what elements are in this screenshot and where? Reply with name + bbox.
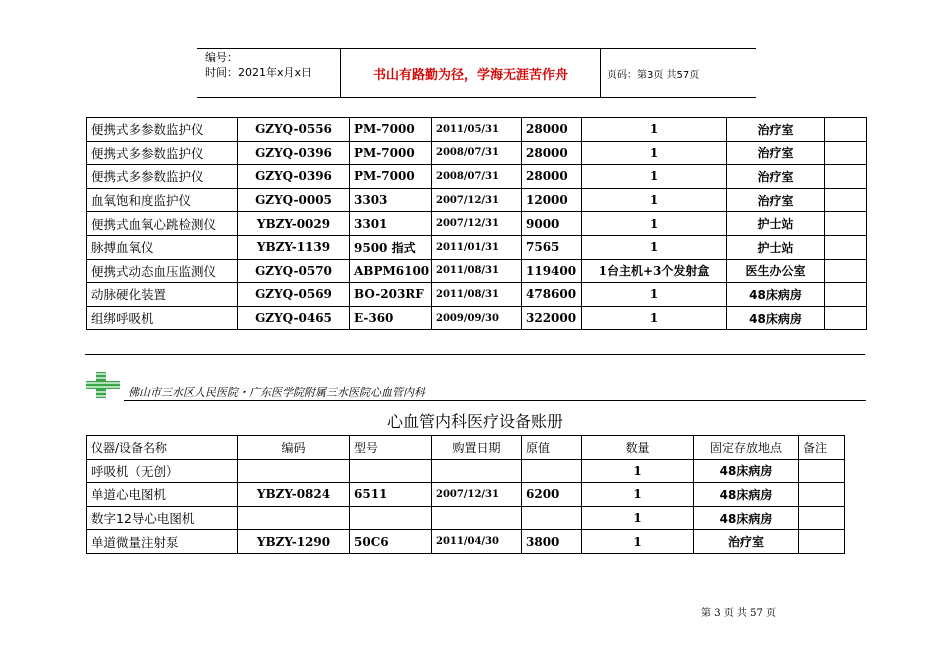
table-cell: 48床病房	[694, 483, 799, 507]
table-cell: 1	[582, 306, 727, 330]
table-cell	[350, 459, 432, 483]
table-header-row	[87, 436, 845, 460]
table-cell	[522, 506, 582, 530]
table-cell: 1	[582, 283, 727, 307]
table-cell: ABPM6100	[350, 259, 432, 283]
table-cell: 50C6	[350, 530, 432, 554]
table-cell	[799, 530, 845, 554]
table-cell	[799, 459, 845, 483]
table-cell: PM-7000	[350, 141, 432, 165]
table-row	[87, 506, 845, 530]
table-cell: 1	[582, 188, 727, 212]
table-cell: 护士站	[727, 235, 825, 259]
table-cell: PM-7000	[350, 118, 432, 142]
table-cell: GZYQ-0005	[238, 188, 350, 212]
table-cell: 1	[582, 141, 727, 165]
table-cell: GZYQ-0396	[238, 165, 350, 189]
table-cell: 1	[582, 506, 694, 530]
table-cell	[825, 141, 867, 165]
table-cell: 48床病房	[694, 459, 799, 483]
table-cell: 呼吸机（无创）	[87, 459, 238, 483]
table-cell: YBZY-1139	[238, 235, 350, 259]
table-cell	[350, 506, 432, 530]
table-header-cell: 编码	[238, 436, 350, 460]
table-cell: PM-7000	[350, 165, 432, 189]
table-cell: 1	[582, 459, 694, 483]
table-cell: 28000	[522, 118, 582, 142]
section-divider	[85, 354, 865, 355]
table-row	[87, 235, 867, 259]
table-cell: 2007/12/31	[432, 483, 522, 507]
table-cell: 1	[582, 212, 727, 236]
table-cell: 2011/04/30	[432, 530, 522, 554]
table-cell: 28000	[522, 165, 582, 189]
table-cell	[825, 235, 867, 259]
table-header-cell: 仪器/设备名称	[87, 436, 238, 460]
hospital-logo-icon	[84, 370, 124, 400]
table-cell: 2008/07/31	[432, 141, 522, 165]
table-header-cell: 型号	[350, 436, 432, 460]
table-cell: GZYQ-0465	[238, 306, 350, 330]
table-row	[87, 530, 845, 554]
table-cell: 322000	[522, 306, 582, 330]
table-header-cell: 购置日期	[432, 436, 522, 460]
table-cell: GZYQ-0396	[238, 141, 350, 165]
page-footer: 第 3 页 共 57 页	[701, 608, 776, 619]
table-cell: BO-203RF	[350, 283, 432, 307]
table-cell: 48床病房	[727, 283, 825, 307]
equipment-table-continued	[86, 117, 867, 330]
table-cell: 治疗室	[694, 530, 799, 554]
table-header-cell: 数量	[582, 436, 694, 460]
table-cell: 6511	[350, 483, 432, 507]
table-cell: 便携式动态血压监测仪	[87, 259, 238, 283]
table-cell: 治疗室	[727, 118, 825, 142]
table-cell	[522, 459, 582, 483]
table-cell: 3303	[350, 188, 432, 212]
table-row	[87, 306, 867, 330]
document-title: 心血管内科医疗设备账册	[386, 412, 563, 431]
table-cell: 2009/09/30	[432, 306, 522, 330]
table-cell: 1	[582, 118, 727, 142]
table-cell: 2011/08/31	[432, 259, 522, 283]
table-cell: GZYQ-0556	[238, 118, 350, 142]
table-row	[87, 259, 867, 283]
table-cell	[825, 306, 867, 330]
table-row	[87, 459, 845, 483]
table-cell	[799, 483, 845, 507]
table-cell: 12000	[522, 188, 582, 212]
table-cell: 便携式多参数监护仪	[87, 141, 238, 165]
table-row	[87, 188, 867, 212]
hospital-name: 佛山市三水区人民医院・广东医学院附属三水医院心血管内科	[128, 386, 425, 399]
table-cell: 3800	[522, 530, 582, 554]
table-cell: 48床病房	[727, 306, 825, 330]
equipment-table	[86, 435, 845, 554]
table-cell: 组绑呼吸机	[87, 306, 238, 330]
table-header-cell: 备注	[799, 436, 845, 460]
table-cell: 脉搏血氧仪	[87, 235, 238, 259]
table-cell: 便携式多参数监护仪	[87, 165, 238, 189]
table-cell: GZYQ-0570	[238, 259, 350, 283]
table-cell: 动脉硬化装置	[87, 283, 238, 307]
table-cell: GZYQ-0569	[238, 283, 350, 307]
table-cell: 9500 指式	[350, 235, 432, 259]
table-row	[87, 141, 867, 165]
table-cell: 2011/01/31	[432, 235, 522, 259]
table-cell: 2007/12/31	[432, 188, 522, 212]
table-cell: 1	[582, 483, 694, 507]
table-cell: YBZY-1290	[238, 530, 350, 554]
table-cell: 治疗室	[727, 188, 825, 212]
table-cell: 1	[582, 235, 727, 259]
table-cell	[825, 165, 867, 189]
table-row	[87, 118, 867, 142]
table-cell: 119400	[522, 259, 582, 283]
number-label: 编号：	[205, 51, 238, 64]
table-cell: YBZY-0029	[238, 212, 350, 236]
time-label: 时间：2021年x月x日	[205, 66, 313, 79]
table-cell: 1	[582, 165, 727, 189]
table-cell: 治疗室	[727, 141, 825, 165]
table-cell: 便携式多参数监护仪	[87, 118, 238, 142]
table-cell: 2011/05/31	[432, 118, 522, 142]
table-row	[87, 212, 867, 236]
hospital-underline	[124, 400, 866, 401]
table-cell	[825, 283, 867, 307]
table-cell: 单道微量注射泵	[87, 530, 238, 554]
table-cell: 2011/08/31	[432, 283, 522, 307]
table-cell: 2008/07/31	[432, 165, 522, 189]
table-cell: 血氧饱和度监护仪	[87, 188, 238, 212]
table-cell	[825, 188, 867, 212]
table-cell	[238, 459, 350, 483]
table-cell	[799, 506, 845, 530]
table-row	[87, 165, 867, 189]
table-cell: 28000	[522, 141, 582, 165]
table-cell	[825, 259, 867, 283]
table-cell	[238, 506, 350, 530]
table-cell: 治疗室	[727, 165, 825, 189]
table-cell: 医生办公室	[727, 259, 825, 283]
table-cell: 6200	[522, 483, 582, 507]
table-cell: E-360	[350, 306, 432, 330]
table-cell	[432, 459, 522, 483]
table-cell: 护士站	[727, 212, 825, 236]
table-cell	[825, 118, 867, 142]
table-cell: 便携式血氧心跳检测仪	[87, 212, 238, 236]
table-cell: 2007/12/31	[432, 212, 522, 236]
header-motto: 书山有路勤为径，学海无涯苦作舟	[340, 49, 601, 97]
table-cell: 3301	[350, 212, 432, 236]
table-cell: YBZY-0824	[238, 483, 350, 507]
header-page-info: 页码：第3页 共57页	[607, 69, 700, 81]
table-cell	[825, 212, 867, 236]
table-header-cell: 固定存放地点	[694, 436, 799, 460]
table-cell: 1台主机+3个发射盒	[582, 259, 727, 283]
table-cell: 1	[582, 530, 694, 554]
header-meta	[197, 49, 340, 98]
table-row	[87, 283, 867, 307]
table-cell: 7565	[522, 235, 582, 259]
table-cell: 478600	[522, 283, 582, 307]
table-cell: 48床病房	[694, 506, 799, 530]
table-cell: 数字12导心电图机	[87, 506, 238, 530]
table-cell: 9000	[522, 212, 582, 236]
table-row	[87, 483, 845, 507]
page-header	[197, 48, 756, 98]
table-header-cell: 原值	[522, 436, 582, 460]
table-cell	[432, 506, 522, 530]
table-cell: 单道心电图机	[87, 483, 238, 507]
